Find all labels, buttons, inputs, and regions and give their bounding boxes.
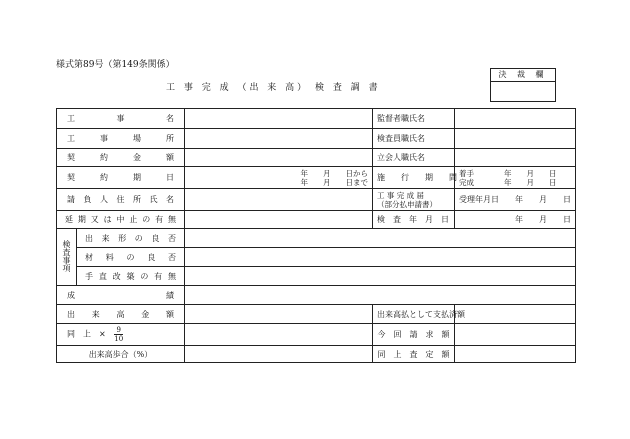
- ratio-fraction: [114, 326, 123, 343]
- receipt-date-label: 受理年月日: [459, 195, 499, 204]
- paid-amount-label: 出来高払として支払済額: [373, 305, 455, 324]
- item-quality-cell[interactable]: [185, 229, 576, 248]
- contract-amount-cell[interactable]: [185, 149, 373, 167]
- approval-box[interactable]: [490, 68, 556, 102]
- construction-period-cell[interactable]: [455, 167, 576, 189]
- current-request-label: 今 回 請 求 額: [373, 324, 455, 346]
- completion-report-label: [373, 189, 455, 211]
- table-row: [57, 286, 576, 305]
- inspector-cell[interactable]: [455, 129, 576, 149]
- table-row: [57, 248, 576, 267]
- item-procedures-cell[interactable]: [185, 267, 576, 286]
- period-from: 年 月 日から: [300, 168, 368, 178]
- project-location-cell[interactable]: [185, 129, 373, 149]
- progress-amount-label: 出来高金額: [57, 305, 185, 324]
- table-row: [57, 149, 576, 167]
- start-date: 着手 年 月 日: [459, 168, 557, 178]
- completion-report-line1: 工 事 完 成 届: [377, 190, 425, 200]
- contractor-label: 請負人住所氏名: [57, 189, 185, 211]
- result-cell[interactable]: [185, 286, 576, 305]
- extension-cell[interactable]: [185, 211, 373, 229]
- same-confirmed-label: 同 上 査 定 額: [373, 346, 455, 363]
- progress-amount-cell[interactable]: [185, 305, 373, 324]
- contract-amount-label: 契約金額: [57, 149, 185, 167]
- document-title: [166, 80, 381, 93]
- period-to: 年 月 日まで: [300, 177, 368, 187]
- same-ratio-cell[interactable]: [185, 324, 373, 346]
- contract-period-cell[interactable]: [185, 167, 373, 189]
- contractor-cell[interactable]: [185, 189, 373, 211]
- witness-cell[interactable]: [455, 149, 576, 167]
- table-row: [57, 109, 576, 129]
- inspection-date-label: 検 査 年 月 日: [373, 211, 455, 229]
- approval-box-label: 決 裁 欄: [491, 69, 555, 82]
- completion-report-line2: （部分払申請書）: [377, 199, 437, 209]
- table-row: [57, 229, 576, 248]
- table-row: [57, 267, 576, 286]
- item-materials-label: 材料の良否: [77, 248, 185, 267]
- document-title-text: 工 事 完 成 （出 来 高） 検 査 調 書: [166, 83, 381, 93]
- item-procedures-label: 手直改築の有無: [77, 267, 185, 286]
- receipt-date-cell[interactable]: [455, 189, 576, 211]
- item-materials-cell[interactable]: [185, 248, 576, 267]
- same-ratio-text: 同 上 ×: [67, 329, 106, 339]
- table-row: [57, 167, 576, 189]
- ratio-numerator: 9: [114, 326, 123, 335]
- form-number: 様式第89号（第149条関係）: [56, 60, 175, 70]
- project-location-label: 工事場所: [57, 129, 185, 149]
- extension-label: 延期又は中止の有無: [57, 211, 185, 229]
- paid-amount-cell[interactable]: [455, 305, 576, 324]
- inspection-items-label: [57, 229, 77, 286]
- table-row: [57, 189, 576, 211]
- inspection-date-cell[interactable]: 年 月 日: [455, 211, 576, 229]
- contract-period-label: 契約期日: [57, 167, 185, 189]
- inspection-items-text: 検査事項: [62, 239, 71, 272]
- table-row: [57, 129, 576, 149]
- supervisor-cell[interactable]: [455, 109, 576, 129]
- project-name-cell[interactable]: [185, 109, 373, 129]
- ratio-denominator: 10: [114, 335, 124, 343]
- receipt-date-value: 年 月 日: [515, 195, 571, 204]
- inspector-label: 検査員職氏名: [373, 129, 455, 149]
- table-row: [57, 305, 576, 324]
- same-ratio-label: [57, 324, 185, 346]
- table-row: [57, 346, 576, 363]
- progress-rate-cell[interactable]: [185, 346, 373, 363]
- witness-label: 立会人職氏名: [373, 149, 455, 167]
- same-confirmed-cell[interactable]: [455, 346, 576, 363]
- table-row: [57, 211, 576, 229]
- project-name-label: 工事名: [57, 109, 185, 129]
- table-row: [57, 324, 576, 346]
- supervisor-label: 監督者職氏名: [373, 109, 455, 129]
- inspection-table: [56, 108, 576, 363]
- item-quality-label: 出来形の良否: [77, 229, 185, 248]
- current-request-cell[interactable]: [455, 324, 576, 346]
- end-date: 完成 年 月 日: [459, 177, 557, 187]
- result-label: 成績: [57, 286, 185, 305]
- construction-period-label: 施 行 期 間: [373, 167, 455, 189]
- progress-rate-label: 出来高歩合（%）: [57, 346, 185, 363]
